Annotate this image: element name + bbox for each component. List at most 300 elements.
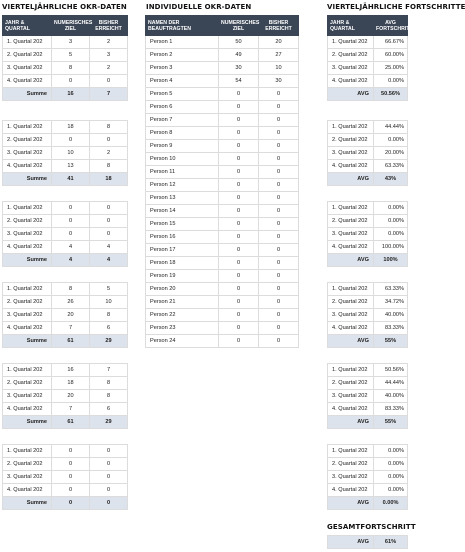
quarterly-okr-block	[2, 201, 128, 267]
target-value: 0	[219, 283, 259, 296]
achieved-value: 0	[259, 283, 299, 296]
table-row	[146, 218, 299, 231]
avg-label: AVG	[328, 173, 374, 186]
table-row	[3, 62, 128, 75]
achieved-value: 0	[90, 202, 128, 215]
table-row	[146, 166, 299, 179]
target-value: 18	[52, 377, 90, 390]
achieved-value: 2	[90, 36, 128, 49]
assignee-name: Person 18	[146, 257, 219, 270]
quarterly-okr-block	[2, 282, 128, 348]
target-value: 0	[219, 335, 259, 348]
assignee-name: Person 16	[146, 231, 219, 244]
individual-okr-data-title: INDIVIDUELLE OKR-DATEN	[146, 3, 252, 11]
target-value: 18	[52, 121, 90, 134]
quarterly-okr-block	[2, 15, 128, 101]
table-row	[146, 335, 299, 348]
quarterly-progress-table	[327, 120, 408, 186]
table-row	[3, 471, 128, 484]
target-value: 7	[52, 403, 90, 416]
quarterly-okr-table	[2, 15, 128, 101]
quarterly-okr-table	[2, 282, 128, 348]
table-row	[328, 241, 408, 254]
quarter-label: 4. Quartal 202	[3, 75, 52, 88]
target-value: 10	[52, 147, 90, 160]
table-row	[328, 215, 408, 228]
quarter-label: 2. Quartal 202	[328, 49, 374, 62]
table-row	[3, 75, 128, 88]
sum-label: Summe	[3, 335, 52, 348]
sum-achieved: 18	[90, 173, 128, 186]
table-row	[3, 121, 128, 134]
quarter-label: 4. Quartal 202	[328, 241, 374, 254]
table-row	[328, 377, 408, 390]
quarter-label: 3. Quartal 202	[3, 390, 52, 403]
target-value: 0	[219, 296, 259, 309]
total-avg-value: 61%	[374, 536, 408, 549]
achieved-value: 0	[259, 101, 299, 114]
quarterly-progress-table	[327, 444, 408, 510]
progress-value: 0.00%	[374, 202, 408, 215]
achieved-value: 0	[259, 322, 299, 335]
progress-value: 63.33%	[374, 283, 408, 296]
achieved-value: 2	[90, 62, 128, 75]
achieved-value: 0	[259, 205, 299, 218]
achieved-header: BISHER ERREICHT	[90, 16, 128, 36]
table-row	[146, 257, 299, 270]
avg-value: 0.00%	[374, 497, 408, 510]
total-avg-label: AVG	[328, 536, 374, 549]
quarterly-okr-block	[2, 120, 128, 186]
target-value: 7	[52, 322, 90, 335]
quarter-label: 2. Quartal 202	[328, 215, 374, 228]
sum-row	[3, 88, 128, 101]
table-row	[146, 127, 299, 140]
assignee-name: Person 6	[146, 101, 219, 114]
progress-value: 0.00%	[374, 75, 408, 88]
achieved-value: 0	[259, 231, 299, 244]
target-value: 0	[52, 75, 90, 88]
assignee-name: Person 11	[146, 166, 219, 179]
target-value: 0	[219, 153, 259, 166]
quarter-label: 1. Quartal 202	[328, 364, 374, 377]
progress-value: 40.00%	[374, 390, 408, 403]
table-row	[328, 445, 408, 458]
table-row	[328, 283, 408, 296]
progress-value: 40.00%	[374, 309, 408, 322]
quarter-label: 3. Quartal 202	[328, 228, 374, 241]
target-value: 16	[52, 364, 90, 377]
quarter-label: 4. Quartal 202	[3, 241, 52, 254]
achieved-value: 0	[90, 471, 128, 484]
table-row	[146, 244, 299, 257]
progress-value: 0.00%	[374, 215, 408, 228]
achieved-header: BISHER ERREICHT	[259, 16, 299, 36]
table-row	[328, 147, 408, 160]
achieved-value: 8	[90, 309, 128, 322]
target-value: 0	[219, 205, 259, 218]
sum-target: 0	[52, 497, 90, 510]
achieved-value: 0	[259, 257, 299, 270]
table-row	[3, 215, 128, 228]
total-progress-box	[327, 535, 408, 549]
assignee-name: Person 20	[146, 283, 219, 296]
target-value: 20	[52, 390, 90, 403]
achieved-value: 6	[90, 403, 128, 416]
sum-target: 16	[52, 88, 90, 101]
table-row	[146, 153, 299, 166]
avg-label: AVG	[328, 335, 374, 348]
table-row	[146, 205, 299, 218]
target-value: 54	[219, 75, 259, 88]
target-value: 0	[52, 215, 90, 228]
quarterly-okr-table	[2, 120, 128, 186]
target-value: 0	[219, 192, 259, 205]
assignee-name: Person 14	[146, 205, 219, 218]
target-value: 8	[52, 62, 90, 75]
target-value: 0	[219, 127, 259, 140]
progress-value: 20.00%	[374, 147, 408, 160]
progress-value: 50.56%	[374, 364, 408, 377]
target-value: 3	[52, 36, 90, 49]
achieved-value: 8	[90, 160, 128, 173]
sum-achieved: 7	[90, 88, 128, 101]
quarter-label: 1. Quartal 202	[3, 364, 52, 377]
achieved-value: 0	[90, 445, 128, 458]
sum-achieved: 29	[90, 335, 128, 348]
achieved-value: 0	[259, 218, 299, 231]
target-value: 0	[219, 231, 259, 244]
quarter-label: 1. Quartal 202	[328, 121, 374, 134]
avg-progress-header: AVG FORTSCHRITT	[374, 16, 408, 36]
table-row	[146, 283, 299, 296]
quarter-label: 2. Quartal 202	[3, 377, 52, 390]
achieved-value: 0	[90, 75, 128, 88]
quarter-label: 1. Quartal 202	[328, 202, 374, 215]
table-row	[328, 322, 408, 335]
sum-achieved: 29	[90, 416, 128, 429]
table-row	[146, 322, 299, 335]
achieved-value: 0	[259, 270, 299, 283]
progress-value: 0.00%	[374, 458, 408, 471]
assignee-name: Person 9	[146, 140, 219, 153]
quarter-label: 3. Quartal 202	[3, 471, 52, 484]
quarter-label: 3. Quartal 202	[3, 62, 52, 75]
quarter-label: 2. Quartal 202	[328, 134, 374, 147]
quarterly-okr-block	[2, 363, 128, 429]
avg-row	[328, 335, 408, 348]
target-value: 26	[52, 296, 90, 309]
table-row	[146, 179, 299, 192]
target-value: 0	[219, 309, 259, 322]
progress-value: 60.00%	[374, 49, 408, 62]
quarter-label: 4. Quartal 202	[3, 160, 52, 173]
table-row	[3, 134, 128, 147]
table-row	[3, 147, 128, 160]
avg-value: 50.56%	[374, 88, 408, 101]
quarterly-okr-block	[2, 444, 128, 510]
quarter-label: 1. Quartal 202	[3, 445, 52, 458]
table-row	[3, 377, 128, 390]
quarter-label: 3. Quartal 202	[3, 228, 52, 241]
table-row	[3, 49, 128, 62]
quarterly-progress-table	[327, 201, 408, 267]
target-value: 0	[52, 134, 90, 147]
progress-value: 83.33%	[374, 322, 408, 335]
table-row	[146, 101, 299, 114]
avg-label: AVG	[328, 254, 374, 267]
sum-target: 61	[52, 335, 90, 348]
quarter-label: 4. Quartal 202	[3, 484, 52, 497]
table-row	[328, 364, 408, 377]
table-row	[3, 445, 128, 458]
quarter-label: 3. Quartal 202	[3, 309, 52, 322]
achieved-value: 20	[259, 36, 299, 49]
table-row	[3, 241, 128, 254]
sum-row	[3, 497, 128, 510]
quarter-label: 4. Quartal 202	[328, 160, 374, 173]
table-row	[328, 75, 408, 88]
target-value: 0	[52, 471, 90, 484]
target-value: 0	[219, 88, 259, 101]
quarter-label: 1. Quartal 202	[3, 36, 52, 49]
table-row	[146, 62, 299, 75]
achieved-value: 5	[90, 283, 128, 296]
target-value: 4	[52, 241, 90, 254]
table-row	[328, 62, 408, 75]
achieved-value: 8	[90, 377, 128, 390]
year-quarter-header: JAHR & QUARTAL	[328, 16, 374, 36]
table-row	[3, 322, 128, 335]
progress-value: 0.00%	[374, 228, 408, 241]
quarter-label: 1. Quartal 202	[328, 36, 374, 49]
sum-label: Summe	[3, 254, 52, 267]
quarter-label: 2. Quartal 202	[328, 296, 374, 309]
quarterly-progress-block	[327, 282, 408, 348]
numeric-target-header: NUMERISCHES ZIEL	[219, 16, 259, 36]
target-value: 0	[219, 257, 259, 270]
achieved-value: 0	[90, 458, 128, 471]
quarter-label: 4. Quartal 202	[3, 403, 52, 416]
quarterly-progress-block	[327, 444, 408, 510]
individual-okr-column	[145, 15, 299, 348]
avg-label: AVG	[328, 497, 374, 510]
individual-okr-table	[145, 15, 299, 348]
target-value: 0	[219, 244, 259, 257]
achieved-value: 0	[259, 153, 299, 166]
table-row	[146, 192, 299, 205]
avg-value: 43%	[374, 173, 408, 186]
avg-value: 55%	[374, 416, 408, 429]
target-value: 0	[219, 270, 259, 283]
avg-label: AVG	[328, 88, 374, 101]
achieved-value: 0	[90, 134, 128, 147]
achieved-value: 10	[259, 62, 299, 75]
table-row	[146, 36, 299, 49]
target-value: 13	[52, 160, 90, 173]
quarter-label: 2. Quartal 202	[3, 134, 52, 147]
table-row	[328, 309, 408, 322]
table-row	[328, 484, 408, 497]
sum-row	[3, 335, 128, 348]
achieved-value: 0	[259, 114, 299, 127]
quarterly-okr-table	[2, 363, 128, 429]
avg-row	[328, 254, 408, 267]
assignee-name: Person 2	[146, 49, 219, 62]
target-value: 0	[52, 484, 90, 497]
target-value: 0	[219, 140, 259, 153]
achieved-value: 0	[259, 192, 299, 205]
table-row	[328, 36, 408, 49]
target-value: 0	[52, 202, 90, 215]
assignee-name: Person 10	[146, 153, 219, 166]
quarter-label: 1. Quartal 202	[3, 283, 52, 296]
sum-achieved: 4	[90, 254, 128, 267]
quarter-label: 4. Quartal 202	[328, 484, 374, 497]
progress-value: 0.00%	[374, 484, 408, 497]
target-value: 0	[52, 458, 90, 471]
achieved-value: 0	[259, 244, 299, 257]
achieved-value: 3	[90, 49, 128, 62]
quarterly-progress-header-row	[328, 16, 408, 36]
avg-row	[328, 88, 408, 101]
achieved-value: 0	[259, 127, 299, 140]
numeric-target-header: NUMERISCHES ZIEL	[52, 16, 90, 36]
assignee-name: Person 1	[146, 36, 219, 49]
target-value: 49	[219, 49, 259, 62]
target-value: 0	[219, 101, 259, 114]
target-value: 20	[52, 309, 90, 322]
assignee-name: Person 12	[146, 179, 219, 192]
achieved-value: 0	[90, 215, 128, 228]
avg-row	[328, 173, 408, 186]
quarterly-progress-table	[327, 363, 408, 429]
quarterly-progress-table	[327, 15, 413, 101]
sum-row	[3, 416, 128, 429]
assignee-name: Person 4	[146, 75, 219, 88]
quarterly-okr-table	[2, 201, 128, 267]
progress-value: 0.00%	[374, 445, 408, 458]
table-row	[3, 403, 128, 416]
achieved-value: 8	[90, 390, 128, 403]
sum-achieved: 0	[90, 497, 128, 510]
target-value: 5	[52, 49, 90, 62]
target-value: 0	[219, 114, 259, 127]
quarter-label: 2. Quartal 202	[3, 215, 52, 228]
quarterly-progress-table	[327, 282, 408, 348]
quarter-label: 4. Quartal 202	[328, 403, 374, 416]
table-row	[3, 484, 128, 497]
assignee-name: Person 23	[146, 322, 219, 335]
quarter-label: 4. Quartal 202	[328, 75, 374, 88]
assignee-name: Person 13	[146, 192, 219, 205]
table-row	[146, 231, 299, 244]
quarter-label: 1. Quartal 202	[3, 121, 52, 134]
achieved-value: 8	[90, 121, 128, 134]
quarter-label: 1. Quartal 202	[328, 445, 374, 458]
achieved-value: 0	[259, 309, 299, 322]
achieved-value: 2	[90, 147, 128, 160]
avg-row	[328, 497, 408, 510]
quarter-label: 4. Quartal 202	[3, 322, 52, 335]
sum-target: 4	[52, 254, 90, 267]
assignee-name: Person 19	[146, 270, 219, 283]
sum-label: Summe	[3, 416, 52, 429]
quarter-label: 3. Quartal 202	[3, 147, 52, 160]
table-row	[3, 160, 128, 173]
table-row	[146, 114, 299, 127]
progress-value: 44.44%	[374, 377, 408, 390]
quarter-label: 2. Quartal 202	[3, 296, 52, 309]
assignee-name: Person 17	[146, 244, 219, 257]
total-progress-title: GESAMTFORTSCHRITT	[327, 523, 416, 531]
table-row	[3, 458, 128, 471]
quarter-label: 2. Quartal 202	[328, 377, 374, 390]
table-row	[3, 364, 128, 377]
assignee-name: Person 21	[146, 296, 219, 309]
assignee-name: Person 24	[146, 335, 219, 348]
table-row	[328, 296, 408, 309]
target-value: 0	[219, 322, 259, 335]
progress-value: 0.00%	[374, 134, 408, 147]
table-row	[146, 270, 299, 283]
assignee-name: Person 7	[146, 114, 219, 127]
progress-value: 63.33%	[374, 160, 408, 173]
quarterly-progress-block	[327, 120, 408, 186]
target-value: 0	[219, 166, 259, 179]
achieved-value: 30	[259, 75, 299, 88]
quarterly-okr-data-title: VIERTELJÄHRLICHE OKR-DATEN	[2, 3, 127, 11]
quarterly-okr-table	[2, 444, 128, 510]
quarter-label: 1. Quartal 202	[328, 283, 374, 296]
achieved-value: 0	[90, 228, 128, 241]
avg-label: AVG	[328, 416, 374, 429]
progress-value: 83.33%	[374, 403, 408, 416]
table-row	[3, 228, 128, 241]
assignee-name: Person 22	[146, 309, 219, 322]
sum-label: Summe	[3, 497, 52, 510]
quarter-label: 3. Quartal 202	[328, 62, 374, 75]
achieved-value: 0	[90, 484, 128, 497]
table-row	[146, 75, 299, 88]
avg-value: 100%	[374, 254, 408, 267]
table-row	[328, 403, 408, 416]
quarter-label: 4. Quartal 202	[328, 322, 374, 335]
achieved-value: 0	[259, 179, 299, 192]
table-row	[3, 390, 128, 403]
progress-value: 66.67%	[374, 36, 408, 49]
quarter-label: 1. Quartal 202	[3, 202, 52, 215]
achieved-value: 6	[90, 322, 128, 335]
table-row	[146, 49, 299, 62]
table-row	[3, 309, 128, 322]
target-value: 50	[219, 36, 259, 49]
target-value: 0	[52, 228, 90, 241]
achieved-value: 27	[259, 49, 299, 62]
table-row	[328, 390, 408, 403]
assignee-name: Person 5	[146, 88, 219, 101]
quarterly-progress-block	[327, 363, 408, 429]
achieved-value: 7	[90, 364, 128, 377]
table-row	[328, 471, 408, 484]
avg-value: 55%	[374, 335, 408, 348]
assignee-name-header: NAMEN DER BEAUFTRAGTEN	[146, 16, 219, 36]
quarter-label: 3. Quartal 202	[328, 309, 374, 322]
achieved-value: 10	[90, 296, 128, 309]
quarter-label: 3. Quartal 202	[328, 390, 374, 403]
quarter-label: 3. Quartal 202	[328, 147, 374, 160]
table-row	[328, 228, 408, 241]
